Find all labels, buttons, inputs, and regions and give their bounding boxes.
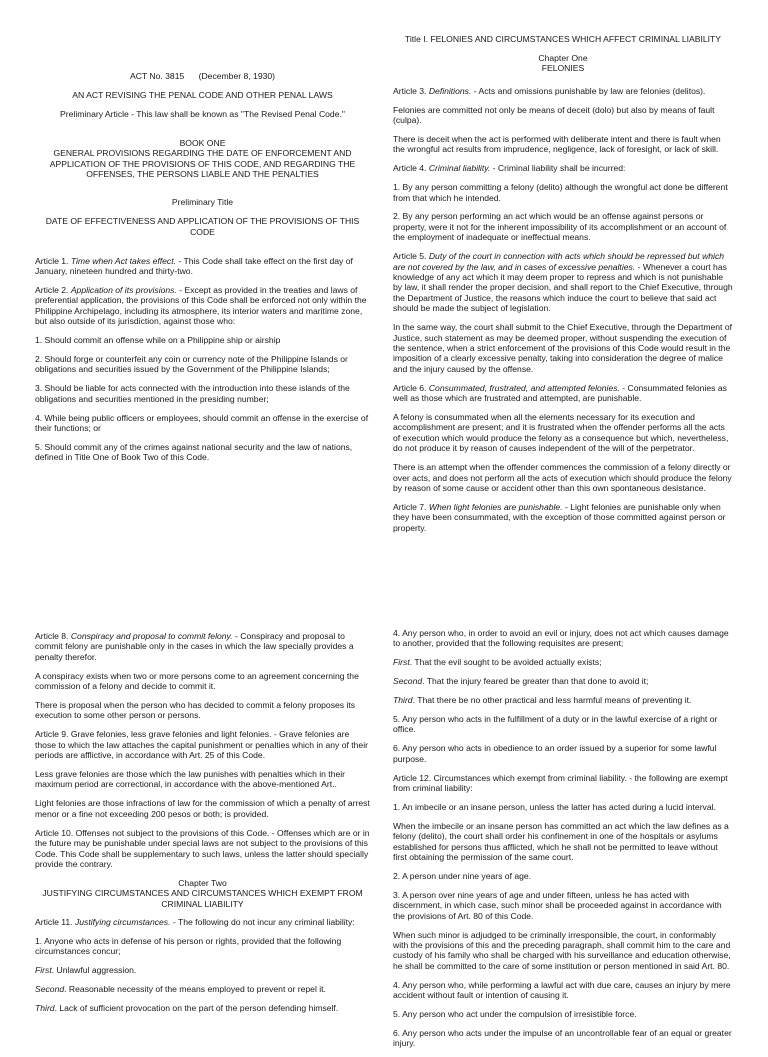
preliminary-title-sub: DATE OF EFFECTIVENESS AND APPLICATION OF THE PROVISIONS OF THIS CODE bbox=[45, 216, 360, 237]
page-one-left-column bbox=[35, 71, 370, 471]
article-2-item: 1. Should commit an offense while on a Philippine ship or airship bbox=[35, 335, 281, 345]
book-title: BOOK ONE bbox=[179, 137, 226, 148]
article-12: Article 12. Circumstances which exempt from criminal liability. - the following are exempt from criminal liability: bbox=[393, 772, 728, 794]
article-4: Article 4. Criminal liability. - Criminal liability shall be incurred: bbox=[393, 163, 626, 174]
article-2-item: 4. While being public officers or employees, should commit an offense in the exercise of their functions; or bbox=[35, 412, 369, 433]
chapter-one-heading bbox=[393, 53, 733, 74]
article-10: Article 10. Offenses not subject to the provisions of this Code. - Offenses which are or in the future may be punishable under special laws are not subject to the provisions of this Code. This Code shall be supplementary to such laws, unless the latter should specially provide the contrary. bbox=[35, 827, 370, 869]
article-12-item: When the imbecile or an insane person has committed an act which the law defines as a felony (delito), the court shall order his confinement in one of the hospitals or asylums established for persons thus afflicted, which he shall not be permitted to leave without first obtaining the permission of the same court. bbox=[393, 820, 729, 863]
article-9-para: Light felonies are those infractions of law for the commission of which a penalty of arrest menor or a fine not exceeding 200 pesos or both; is provided. bbox=[35, 798, 370, 819]
article-3: Article 3. Definitions. - Acts and omissions punishable by law are felonies (delitos). bbox=[393, 85, 706, 96]
act-title: ACT No. 3815 (December 8, 1930) bbox=[129, 71, 276, 81]
title-one: Title I. FELONIES AND CIRCUMSTANCES WHICH AFFECT CRIMINAL LIABILITY bbox=[404, 34, 722, 44]
requisite-first: First. That the evil sought to be avoided actually exists; bbox=[393, 657, 602, 668]
article-12-item: When such minor is adjudged to be criminally irresponsible, the court, in conformably with the provisions of this and the preceding paragraph, shall commit him to the care and custody of his family who shall be charged with his surveillance and education otherwise, he shall be committed to the care of some institution or person mentioned in said Art. 80. bbox=[393, 929, 731, 971]
article-6-para: A felony is consummated when all the elements necessary for its execution and accomplishment are present; and it is frustrated when the offender performs all the acts of execution which would produce the felony as a consequence but which, nevertheless, do not produce it by reason of causes independent of the will of the perpetrator. bbox=[393, 411, 729, 454]
article-12-item: 4. Any person who, while performing a lawful act with due care, causes an injury by mere accident without fault or intention of causing it. bbox=[393, 979, 731, 1001]
article-5-para: In the same way, the court shall submit to the Chief Executive, through the Department of Justice, such statement as may be deemed proper, without suspending the execution of the sentence, when a strict enforcement of the provisions of this Code would result in the imposition of a clearly excessive penalty, taking into consideration the degree of malice and the injury caused by the offense. bbox=[393, 322, 732, 374]
article-11-item: 4. Any person who, in order to avoid an evil or injury, does not act which causes damage to another, provided that the following requisites are present; bbox=[393, 628, 729, 649]
article-12-item: 1. An imbecile or an insane person, unless the latter has acted during a lucid interval. bbox=[393, 801, 716, 812]
article-4-item: 2. By any person performing an act which would be an offense against persons or property, were it not for the inherent impossibility of its accomplishment or an account of the employment of inadequate or ineffectual means. bbox=[393, 211, 727, 243]
article-5: Article 5. Duty of the court in connection with acts which should be repressed but which are not covered by the law, and in cases of excessive penalties. - Whenever a court has knowledge of any act which it may deem proper to repress and which is not punishable by law, it shall render the proper decision, and shall report to the Chief Executive, through the Department of Justice, the reasons which induce the court to believe that said act should be made the subject of legislation. bbox=[393, 251, 733, 314]
article-3-para: Felonies are committed not only be means of deceit (dolo) but also by means of fault (culpa). bbox=[393, 104, 715, 126]
requisite-second: Second. That the injury feared be greater than that done to avoid it; bbox=[393, 676, 649, 687]
page-two-left-column bbox=[35, 631, 370, 1022]
article-11: Article 11. Justifying circumstances. - The following do not incur any criminal liability: bbox=[35, 917, 355, 928]
article-12-item: 6. Any person who acts under the impulse of an uncontrollable fear of an equal or greater injury. bbox=[393, 1027, 732, 1049]
chapter-name: FELONIES bbox=[541, 63, 585, 74]
book-subtitle: GENERAL PROVISIONS REGARDING THE DATE OF ENFORCEMENT AND APPLICATION OF THE PROVISIONS OF THIS CODE, AND REGARDING THE OFFENSES, THE PERSONS LIABLE AND THE PENALTIES bbox=[49, 148, 356, 179]
requisite-third: Third. Lack of sufficient provocation on the part of the person defending himself. bbox=[35, 1003, 339, 1014]
article-2-item: 5. Should commit any of the crimes against national security and the law of nations, defined in Title One of Book Two of this Code. bbox=[35, 441, 353, 463]
article-12-item: 5. Any person who act under the compulsion of irresistible force. bbox=[393, 1009, 637, 1020]
article-8: Article 8. Conspiracy and proposal to commit felony. - Conspiracy and proposal to commit felony are punishable only in the cases in which the law specially provides a penalty therefor. bbox=[35, 631, 354, 662]
article-11-item: 5. Any person who acts in the fulfillment of a duty or in the lawful exercise of a right or office. bbox=[393, 714, 718, 735]
page-one-right-column bbox=[393, 34, 733, 542]
article-1: Article 1. Time when Act takes effect. - This Code shall take effect on the first day of January, nineteen hundred and thirty-two. bbox=[35, 255, 353, 276]
preliminary-article: Preliminary Article - This law shall be known as "The Revised Penal Code." bbox=[60, 108, 345, 119]
chapter-label: Chapter Two bbox=[178, 877, 227, 888]
article-8-para: There is proposal when the person who has decided to commit a felony proposes its execution to some other person or persons. bbox=[35, 700, 356, 721]
article-2-item: 3. Should be liable for acts connected with the introduction into these islands of the obligations and securities mentioned in the presiding number; bbox=[35, 383, 350, 404]
page-two bbox=[0, 620, 768, 1049]
article-7: Article 7. When light felonies are punishable. - Light felonies are punishable only when they have been consummated, with the exception of those committed against person or property. bbox=[393, 501, 726, 533]
requisite-first: First. Unlawful aggression. bbox=[35, 965, 137, 976]
article-2-item: 2. Should forge or counterfeit any coin or currency note of the Philippine Islands or obligations and securities issued by the Government of the Philippine Islands; bbox=[35, 353, 348, 375]
article-11-item: 1. Anyone who acts in defense of his person or rights, provided that the following circumstances concur; bbox=[35, 935, 342, 957]
article-2: Article 2. Application of its provisions. - Except as provided in the treaties and laws of preferential application, the provisions of this Code shall be enforced not only within the Philippine Archipelago, including its atmosphere, its interior waters and maritime zone, but also outside of its jurisdiction, against those who: bbox=[35, 284, 367, 327]
preliminary-title: Preliminary Title bbox=[171, 197, 234, 208]
requisite-third: Third. That there be no other practical and less harmful means of preventing it. bbox=[393, 695, 692, 706]
chapter-name: JUSTIFYING CIRCUMSTANCES AND CIRCUMSTANCES WHICH EXEMPT FROM CRIMINAL LIABILITY bbox=[42, 888, 363, 909]
requisite-second: Second. Reasonable necessity of the means employed to prevent or repel it. bbox=[35, 984, 326, 995]
book-heading bbox=[35, 138, 370, 180]
act-subtitle: AN ACT REVISING THE PENAL CODE AND OTHER PENAL LAWS bbox=[72, 89, 333, 100]
article-9-para: Less grave felonies are those which the law punishes with penalties which in their maximum period are correctional, in accordance with the above-mentioned Art.. bbox=[35, 769, 346, 790]
chapter-two-heading bbox=[35, 878, 370, 909]
article-12-item: 3. A person over nine years of age and under fifteen, unless he has acted with discernment, in which case, such minor shall be proceeded against in accordance with the provisions of Art. 80 of this Code. bbox=[393, 889, 722, 921]
article-6: Article 6. Consummated, frustrated, and attempted felonies. - Consummated felonies as well as those which are frustrated and attempted, are punishable. bbox=[393, 382, 727, 404]
article-3-para: There is deceit when the act is performed with deliberate intent and there is fault when the wrongful act results from imprudence, negligence, lack of foresight, or lack of skill. bbox=[393, 133, 721, 155]
article-9: Article 9. Grave felonies, less grave felonies and light felonies. - Grave felonies are those to which the law attaches the capital punishment or penalties which in any of their periods are afflictive, in accordance with Art. 25 of this Code. bbox=[35, 729, 368, 761]
article-4-item: 1. By any person committing a felony (delito) although the wrongful act done be different from that which he intended. bbox=[393, 182, 728, 203]
article-6-para: There is an attempt when the offender commences the commission of a felony directly or over acts, and does not perform all the acts of execution which should produce the felony by reason of some cause or accident other than this own spontaneous desistance. bbox=[393, 462, 732, 493]
chapter-label: Chapter One bbox=[538, 52, 588, 63]
page-two-right-column bbox=[393, 628, 733, 1057]
article-8-para: A conspiracy exists when two or more persons come to an agreement concerning the commission of a felony and decide to commit it. bbox=[35, 670, 359, 692]
article-12-item: 2. A person under nine years of age. bbox=[393, 871, 532, 881]
article-11-item: 6. Any person who acts in obedience to an order issued by a superior for some lawful purpose. bbox=[393, 743, 717, 764]
